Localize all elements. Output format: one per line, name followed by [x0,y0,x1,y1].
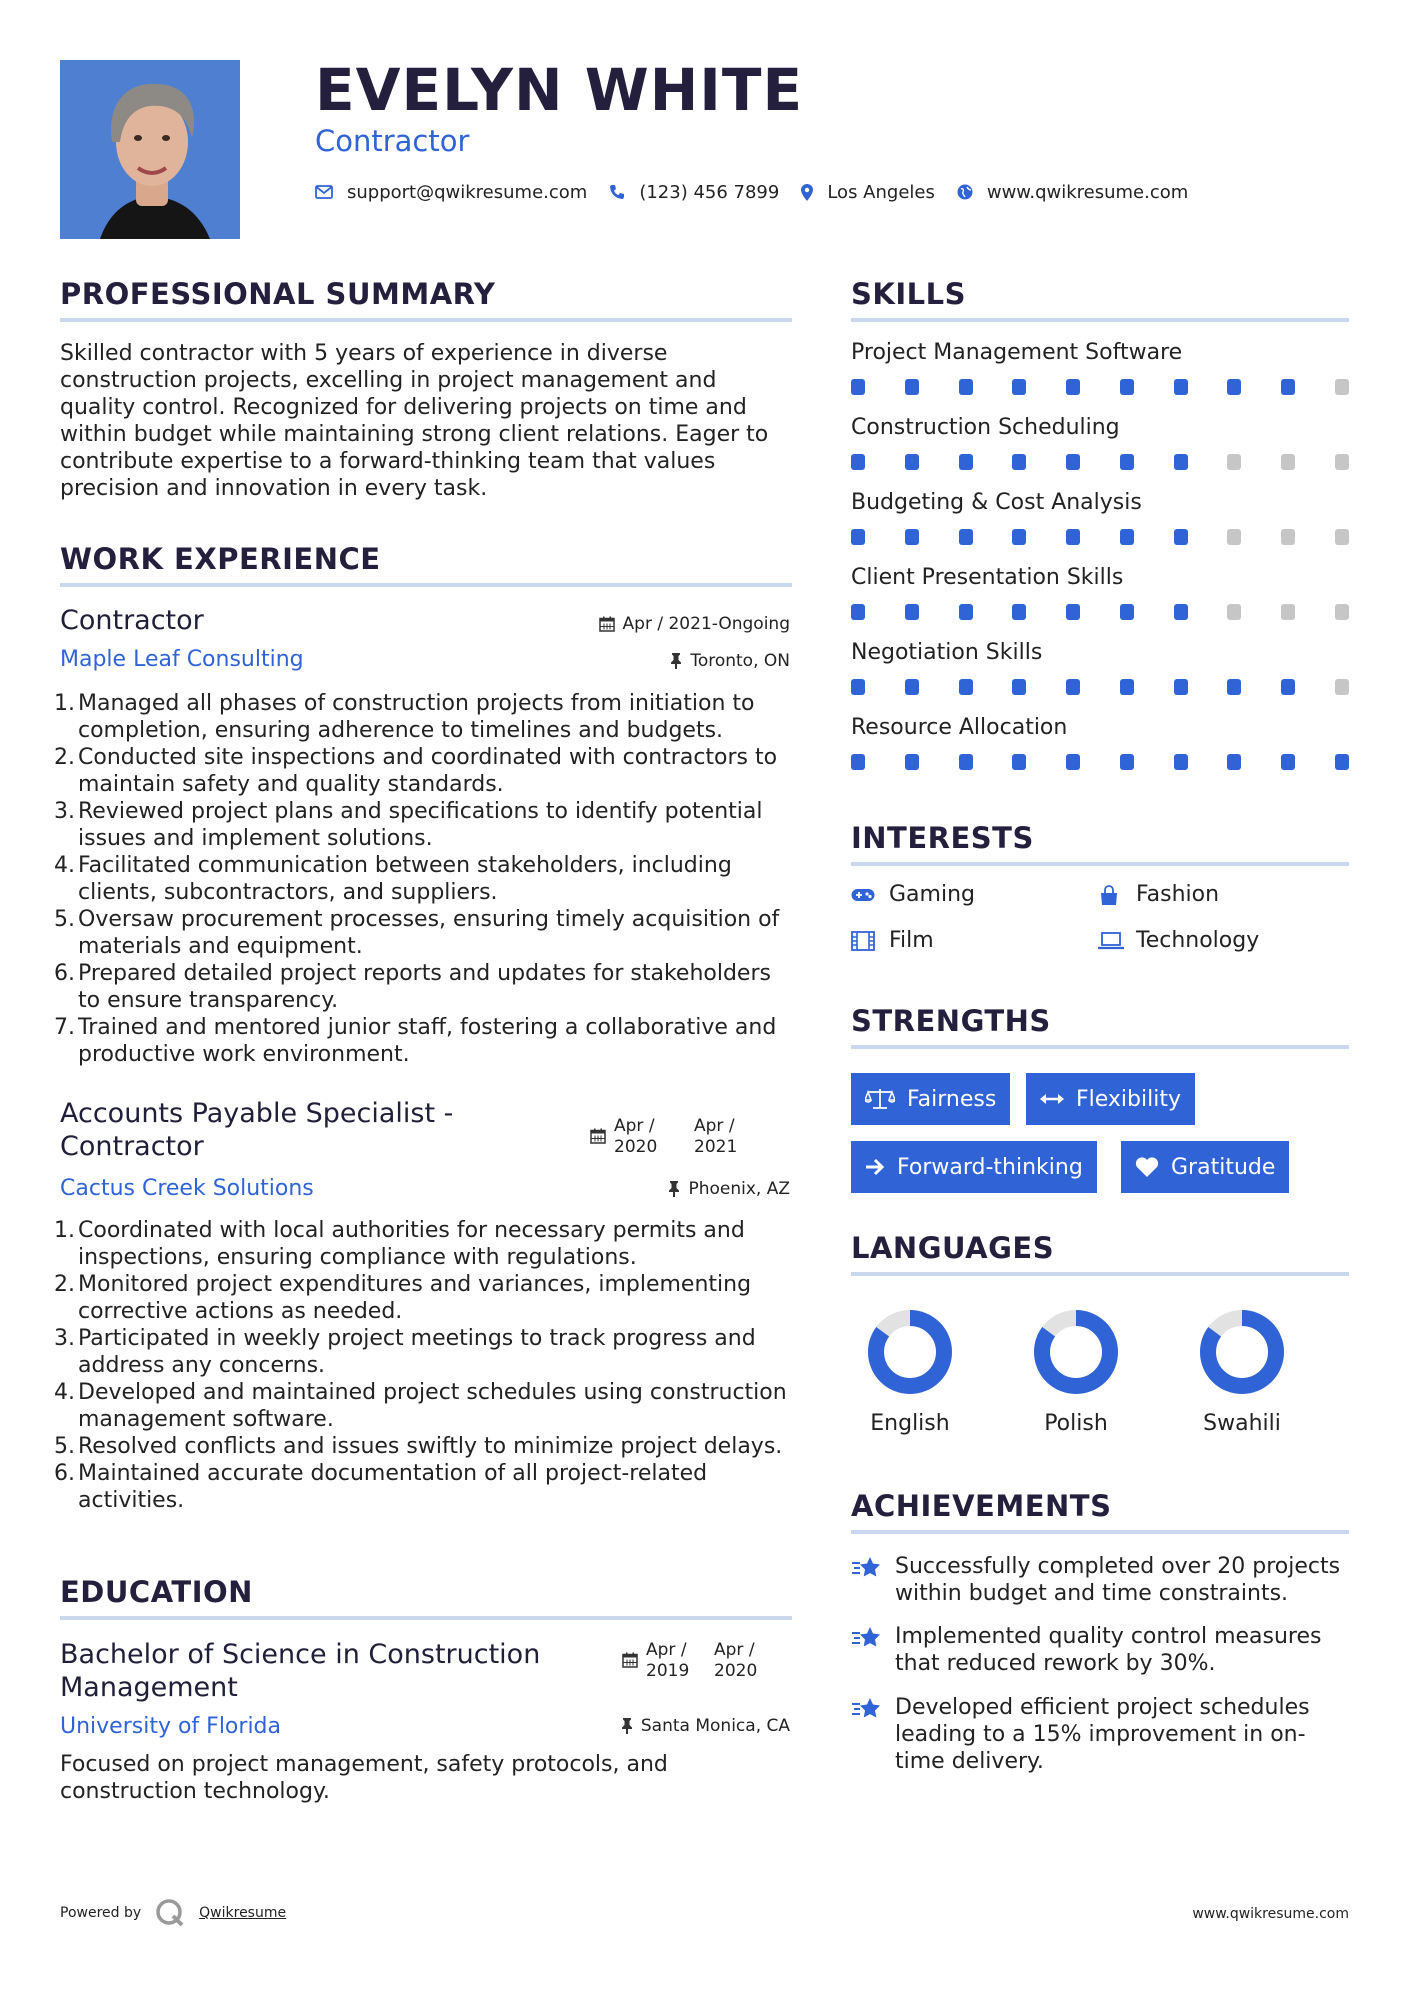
contact-email-text: support@qwikresume.com [347,181,588,203]
interest-item: Fashion [1098,882,1219,907]
skill-dot-filled [1281,679,1295,695]
skill-label: Client Presentation Skills [851,565,1124,590]
skill-dot-filled [1120,379,1134,395]
skill-dot-filled [905,754,919,770]
education-date-end: Apr / 2020 [714,1640,758,1681]
job-date [590,1116,754,1158]
skill-dot-filled [905,454,919,470]
interests-divider [851,862,1349,866]
achievement-item: Developed efficient project schedules leading to a 15% improvement in on-time delivery. [851,1694,1349,1775]
language-ring [865,1307,955,1397]
contact-location [801,182,935,203]
list-item: 7. Trained and mentored junior staff, fostering a collaborative and productive work environment. [54,1015,777,1067]
contact-phone[interactable] [609,182,779,203]
skill-dot-filled [1120,529,1134,545]
skill-dot-empty [1227,529,1241,545]
skill-label: Negotiation Skills [851,640,1043,665]
skill-rating [851,751,1349,773]
skill-dot-empty [1227,454,1241,470]
skill-dot-filled [1066,379,1080,395]
language-label: English [870,1411,950,1436]
calendar-icon [599,616,615,632]
arrow-right-icon [865,1158,885,1176]
experience-heading: WORK EXPERIENCE [60,542,381,576]
skill-row [851,565,1349,623]
list-item: 1. Managed all phases of construction projects from initiation to completion, ensuring adherence to timelines and budgets. [54,691,755,743]
achievement-item: Implemented quality control measures that reduced rework by 30%. [851,1623,1349,1677]
contact-email[interactable] [315,182,587,203]
shooting-star-icon [851,1623,895,1677]
interest-item: Technology [1098,928,1259,953]
skill-dot-filled [1012,754,1026,770]
footer-powered-by: Powered by Qwikresume [60,1898,286,1928]
list-item: 6. Maintained accurate documentation of all project-related activities. [54,1461,708,1513]
contact-website-text: www.qwikresume.com [986,181,1189,203]
skill-row [851,490,1349,548]
job-location-text: Phoenix, AZ [688,1179,790,1199]
skill-dot-filled [1012,604,1026,620]
calendar-icon [590,1116,606,1158]
language-label: Swahili [1203,1411,1281,1436]
job-location-text: Toronto, ON [690,651,790,671]
skill-dot-filled [959,379,973,395]
language-item [1016,1307,1136,1436]
list-item: 4. Developed and maintained project schedules using construction management software. [54,1380,787,1432]
skill-dot-empty [1335,604,1349,620]
skill-dot-filled [1012,679,1026,695]
strengths-divider [851,1045,1349,1049]
skill-dot-empty [1227,604,1241,620]
skill-dot-empty [1281,604,1295,620]
skill-label: Budgeting & Cost Analysis [851,490,1142,515]
skill-dot-filled [851,754,865,770]
education-description: Focused on project management, safety protocols, and construction technology. [60,1752,668,1804]
skill-dot-filled [1227,754,1241,770]
skill-dot-filled [1066,454,1080,470]
contact-bar [315,178,1210,206]
skill-dot-empty [1281,529,1295,545]
skill-dot-filled [905,604,919,620]
skill-row [851,715,1349,773]
skill-row [851,640,1349,698]
education-location-text: Santa Monica, CA [640,1716,790,1736]
skill-dot-filled [1066,604,1080,620]
skill-dot-filled [1066,679,1080,695]
skill-dot-filled [1174,679,1188,695]
list-item: 2. Monitored project expenditures and variances, implementing corrective actions as needed. [54,1272,752,1324]
skill-dot-filled [1227,679,1241,695]
skill-dot-filled [1120,754,1134,770]
skill-rating [851,601,1349,623]
candidate-title: Contractor [315,124,470,158]
skill-label: Construction Scheduling [851,415,1120,440]
education-date [622,1640,762,1682]
qwikresume-logo-icon [155,1898,185,1928]
skill-rating [851,676,1349,698]
strength-chip: Gratitude [1121,1141,1289,1193]
interest-item: Gaming [851,882,975,907]
skill-dot-filled [905,379,919,395]
list-item: 5. Oversaw procurement processes, ensuring timely acquisition of materials and equipment. [54,907,780,959]
contact-location-text: Los Angeles [827,181,935,203]
profile-photo [60,60,240,239]
language-ring [1197,1307,1287,1397]
skill-row [851,415,1349,473]
skill-dot-filled [905,679,919,695]
languages-divider [851,1272,1349,1276]
skill-dot-filled [851,454,865,470]
film-icon [851,931,879,951]
globe-icon [957,184,973,200]
skill-dot-empty [1335,379,1349,395]
skill-label: Resource Allocation [851,715,1068,740]
shopping-bag-icon [1098,884,1126,906]
contact-website[interactable] [957,182,1188,203]
job-date-text: Apr / 2021-Ongoing [622,614,790,634]
skill-dot-filled [1281,754,1295,770]
degree-title: Bachelor of Science in Construction Management [60,1639,541,1703]
interest-item: Film [851,928,934,953]
skill-dot-empty [1335,679,1349,695]
heart-icon [1135,1157,1159,1177]
skill-rating [851,376,1349,398]
skill-dot-filled [1066,754,1080,770]
education-location [621,1716,790,1736]
skill-dot-filled [1227,379,1241,395]
summary-divider [60,318,792,322]
skill-dot-empty [1335,529,1349,545]
company-name[interactable]: Maple Leaf Consulting [60,647,304,672]
footer-website[interactable]: www.qwikresume.com [1192,1906,1349,1922]
skills-divider [851,318,1349,322]
strengths-heading: STRENGTHS [851,1004,1051,1038]
job-date [599,614,790,634]
skill-dot-filled [851,604,865,620]
skill-dot-filled [959,679,973,695]
skill-dot-filled [959,529,973,545]
achievements-heading: ACHIEVEMENTS [851,1489,1112,1523]
job-location [668,1179,790,1199]
pushpin-icon [668,1181,680,1197]
skill-dot-filled [1012,454,1026,470]
achievements-divider [851,1530,1349,1534]
skill-row [851,340,1349,398]
contact-phone-text: (123) 456 7899 [639,181,780,203]
skill-dot-filled [851,529,865,545]
qwikresume-link[interactable]: Qwikresume [199,1905,287,1921]
skill-dot-filled [1174,379,1188,395]
skill-rating [851,526,1349,548]
skill-dot-filled [1120,454,1134,470]
skill-dot-empty [1281,454,1295,470]
list-item: 1. Coordinated with local authorities for necessary permits and inspections, ensuring compliance with regulations. [54,1218,745,1270]
skill-dot-filled [1281,379,1295,395]
skill-rating [851,451,1349,473]
strength-chip: Fairness [851,1073,1010,1125]
list-item: 2. Conducted site inspections and coordinated with contractors to maintain safety and quality standards. [54,745,778,797]
skill-dot-filled [1012,529,1026,545]
skill-dot-filled [1174,754,1188,770]
language-item [850,1307,970,1436]
education-heading: EDUCATION [60,1575,253,1609]
skill-dot-filled [1066,529,1080,545]
skill-dot-filled [1174,454,1188,470]
job-title: Contractor [60,605,204,636]
shooting-star-icon [851,1694,895,1775]
strength-chip: Forward-thinking [851,1141,1097,1193]
list-item: 3. Reviewed project plans and specifications to identify potential issues and implement solutions. [54,799,763,851]
skill-dot-filled [905,529,919,545]
achievement-item: Successfully completed over 20 projects within budget and time constraints. [851,1553,1349,1607]
list-item: 4. Facilitated communication between stakeholders, including clients, subcontractors, and suppliers. [54,853,732,905]
education-divider [60,1616,792,1620]
language-item [1182,1307,1302,1436]
summary-heading: PROFESSIONAL SUMMARY [60,277,496,311]
calendar-icon [622,1640,638,1682]
balance-scale-icon [865,1088,895,1110]
list-item: 5. Resolved conflicts and issues swiftly to minimize project delays. [54,1434,783,1459]
job-bullets [54,1217,792,1514]
laptop-icon [1098,932,1126,950]
map-pin-icon [801,184,813,201]
skill-dot-filled [1120,679,1134,695]
skill-dot-filled [1335,754,1349,770]
skill-dot-filled [1174,529,1188,545]
skill-dot-filled [1174,604,1188,620]
job-title: Accounts Payable Specialist - Contractor [60,1098,454,1162]
skill-dot-filled [1012,379,1026,395]
skill-dot-filled [1120,604,1134,620]
skill-dot-filled [959,604,973,620]
experience-divider [60,583,792,587]
company-name[interactable]: Cactus Creek Solutions [60,1176,314,1201]
job-location [670,651,790,671]
person-portrait-icon [60,60,240,239]
candidate-name: EVELYN WHITE [315,56,804,124]
skill-dot-filled [959,754,973,770]
shooting-star-icon [851,1553,895,1607]
pushpin-icon [670,653,682,669]
envelope-icon [315,185,333,199]
school-name[interactable]: University of Florida [60,1714,281,1739]
pushpin-icon [621,1718,633,1734]
skill-dot-filled [851,379,865,395]
gamepad-icon [851,887,879,903]
skills-heading: SKILLS [851,277,966,311]
interests-heading: INTERESTS [851,821,1034,855]
languages-heading: LANGUAGES [851,1231,1055,1265]
language-ring [1031,1307,1121,1397]
skill-dot-empty [1335,454,1349,470]
arrows-horizontal-icon [1040,1092,1064,1106]
skill-label: Project Management Software [851,340,1183,365]
job-date-end: Apr / 2021 [694,1116,738,1157]
skill-dot-filled [851,679,865,695]
job-date-start: Apr / 2020 [614,1116,658,1157]
summary-text: Skilled contractor with 5 years of experience in diverse construction projects, excelling in project management and quality control. Recognized for delivering projects on time and within budget while maintaining strong client relations. Eager to contribute expertise to a forward-thinking team that values precision and innovation in every task. [60,341,769,501]
language-label: Polish [1044,1411,1108,1436]
education-date-start: Apr / 2019 [646,1640,690,1681]
list-item: 3. Participated in weekly project meetings to track progress and address any concerns. [54,1326,756,1378]
job-bullets [54,690,792,1068]
skill-dot-filled [959,454,973,470]
strength-chip: Flexibility [1026,1073,1195,1125]
list-item: 6. Prepared detailed project reports and updates for stakeholders to ensure transparency. [54,961,771,1013]
phone-icon [609,184,625,200]
